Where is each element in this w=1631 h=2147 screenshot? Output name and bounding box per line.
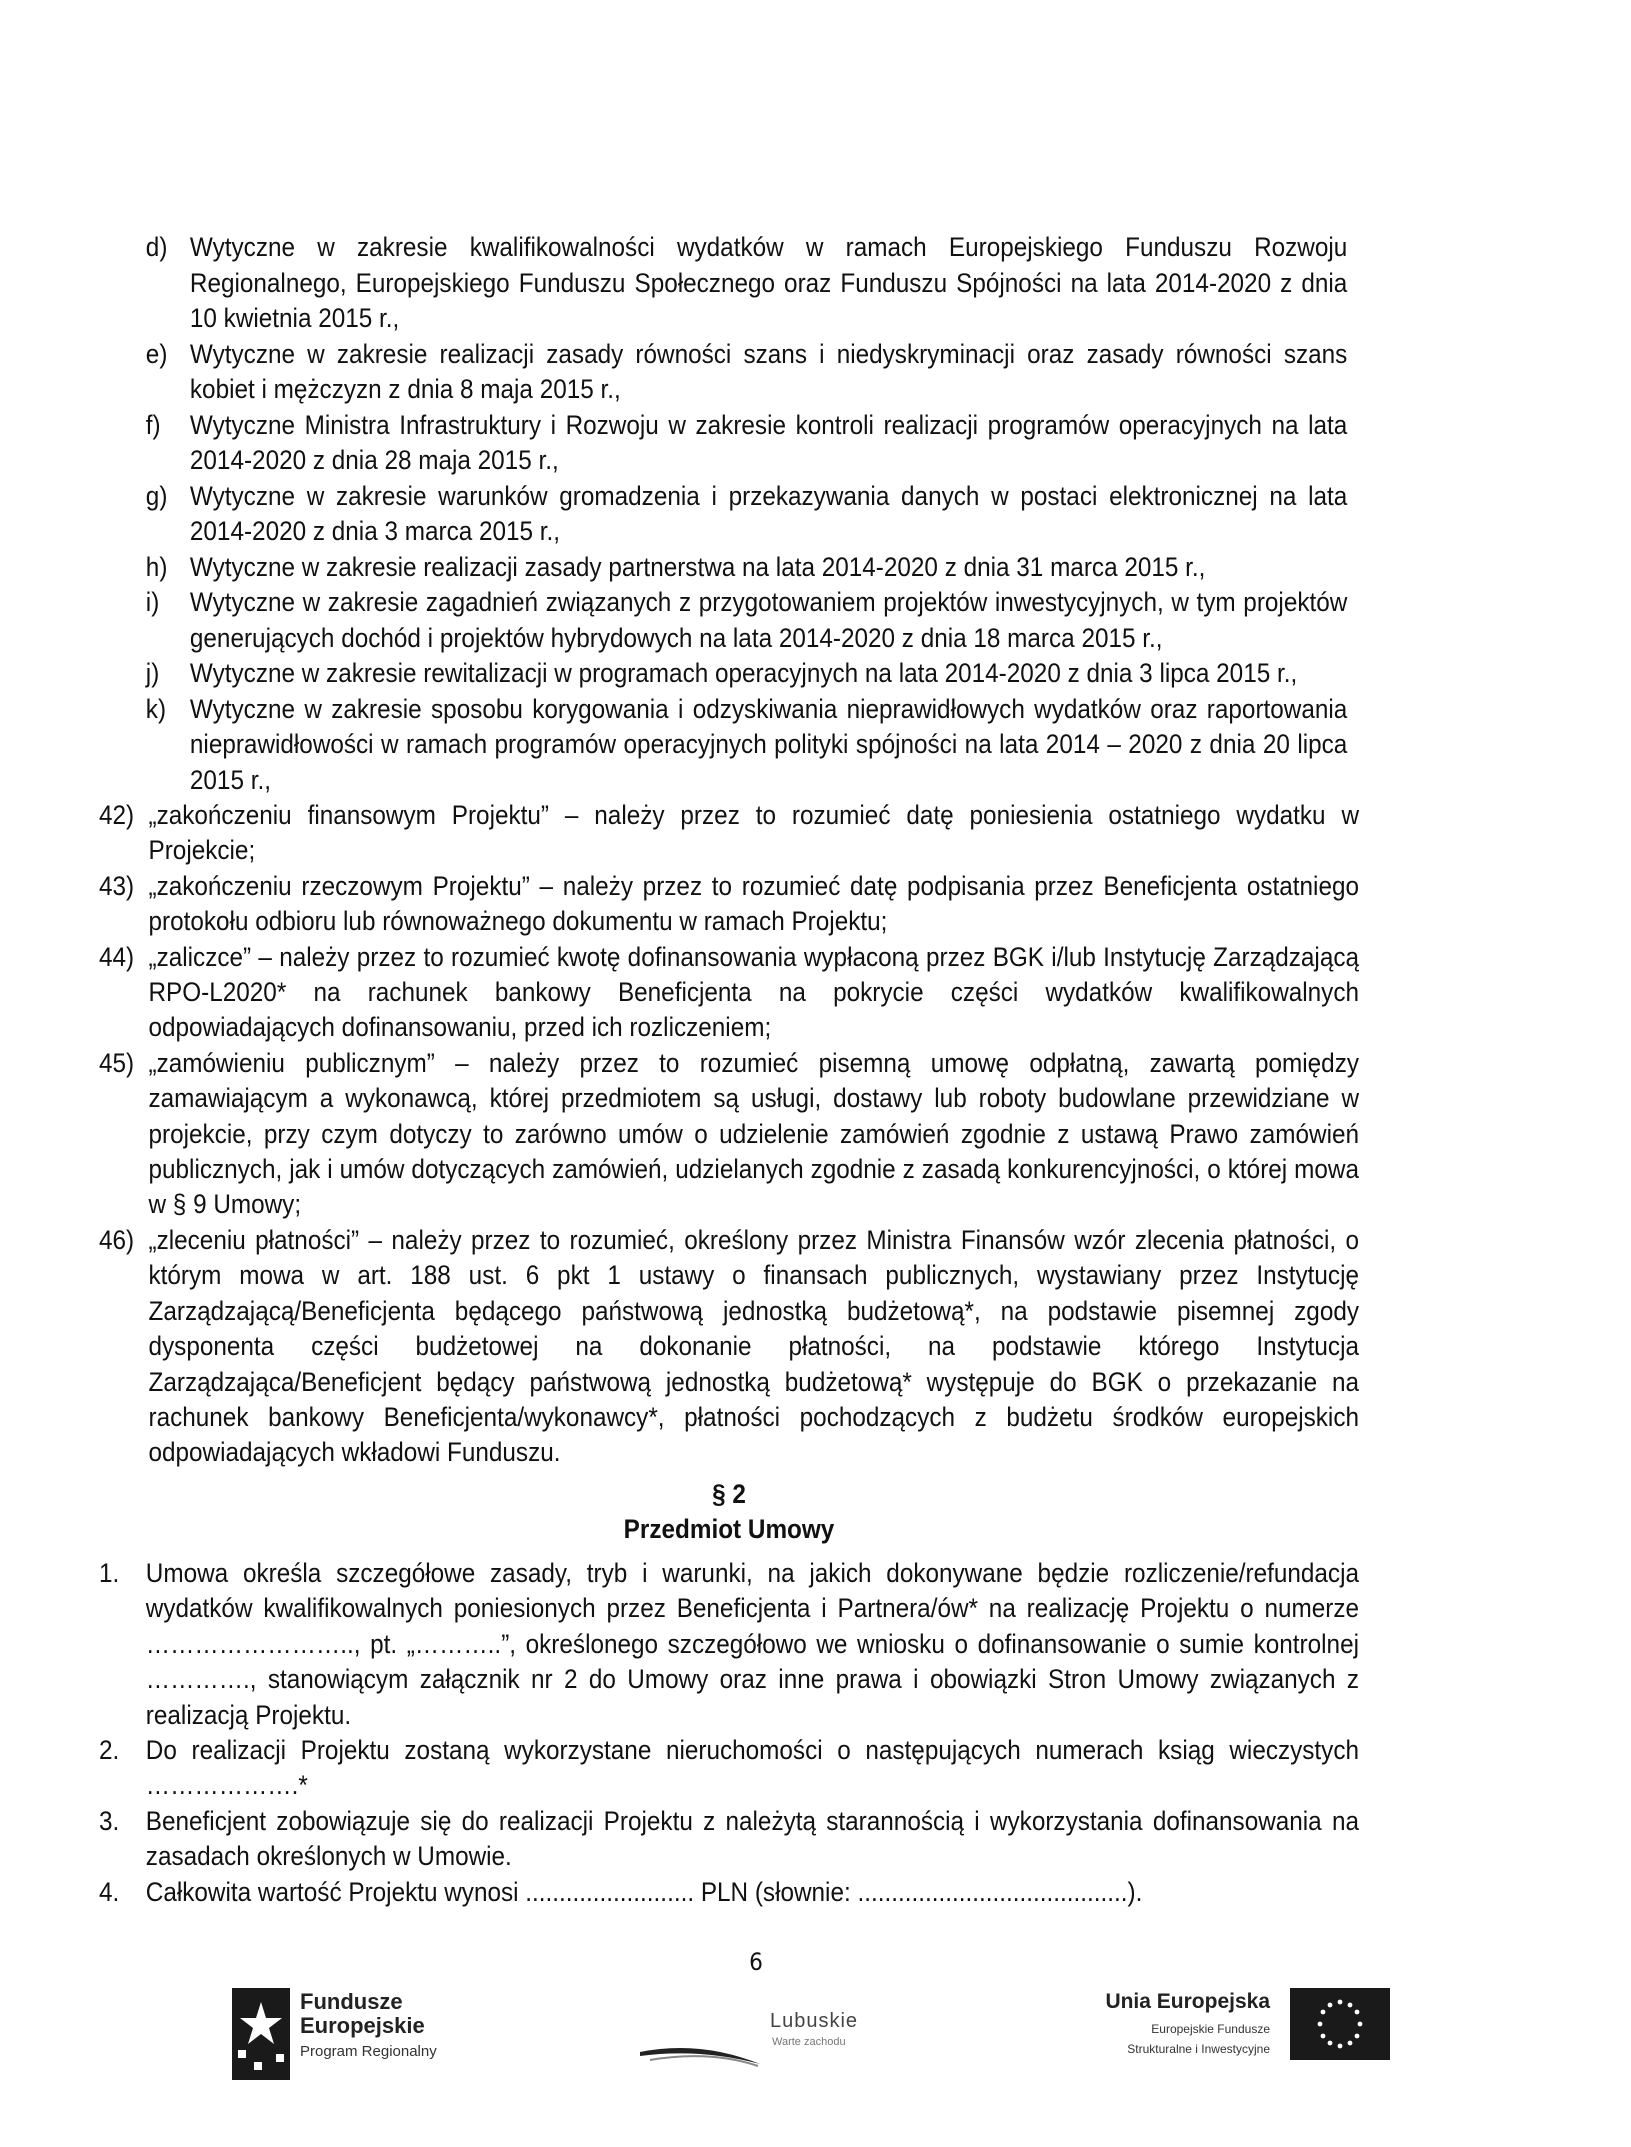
section-title: Przedmiot Umowy — [623, 1514, 835, 1544]
definition-item: 45) „zamówieniu publicznym” – należy przez to rozumieć pisemną umowę odpłatną, zawartą pomiędzy zamawiającym a wykonawcą, której przedmiotem są usługi, dostawy lub roboty budowlane przewidziane w projekcie, przy czym dotyczy to zarówno umów o udzielenie zamówień zgodnie z ustawą Prawo zamówień publicznych, jak i umów dotyczących zamówień, udzielanych zgodnie z zasadą konkurencyjności, o której mowa w § 9 Umowy; — [99, 1047, 1359, 1220]
section-heading — [99, 1477, 1359, 1547]
paragraph: 2. Do realizacji Projektu zostaną wykorzystane nieruchomości o następujących numerach ksiąg wieczystych ……………….* — [99, 1735, 1359, 1801]
logo-fundusze-europejskie: Fundusze Europejskie Program Regionalny — [232, 1988, 482, 2080]
list-item: k) Wytyczne w zakresie sposobu korygowania i odzyskiwania nieprawidłowych wydatków oraz raportowania nieprawidłowości w ramach programów operacyjnych polityki spójności na lata 2014 – 2020 z dnia 20 lipca 2015 r., — [145, 693, 1348, 795]
paragraph: 4. Całkowita wartość Projektu wynosi ......................... PLN (słownie: ........................................). — [99, 1876, 1143, 1907]
definition-item: 43) „zakończeniu rzeczowym Projektu” – należy przez to rozumieć datę podpisania przez Beneficjenta ostatniego protokołu odbioru lub równoważnego dokumentu w ramach Projektu; — [99, 870, 1359, 937]
definition-item: 46) „zleceniu płatności” – należy przez to rozumieć, określony przez Ministra Finansów wzór zlecenia płatności, o którym mowa w art. 188 ust. 6 pkt 1 ustawy o finansach publicznych, wystawiany przez Instytucję Zarządzającą/Beneficjenta będącego państwową jednostką budżetową*, na podstawie pisemnej zgody dysponenta części budżetowej na dokonanie płatności, na podstawie którego Instytucja Zarządzająca/Beneficjent będący państwową jednostką budżetową* występuje do BGK o przekazanie na rachunek bankowy Beneficjenta/wykonawcy*, płatności pochodzących z budżetu środków europejskich odpowiadających wkładowi Funduszu. — [99, 1224, 1359, 1468]
definition-item: 44) „zaliczce” – należy przez to rozumieć kwotę dofinansowania wypłaconą przez BGK i/lub Instytucję Zarządzającą RPO-L2020* na rachunek bankowy Beneficjenta na pokrycie części wydatków kwalifikowalnych odpowiadających dofinansowaniu, przed ich rozliczeniem; — [99, 941, 1359, 1043]
logo-lubuskie: Lubuskie Warte zachodu — [640, 2010, 890, 2070]
list-item: h) Wytyczne w zakresie realizacji zasady partnerstwa na lata 2014-2020 z dnia 31 marca 2015 r., — [145, 551, 1206, 582]
list-item: j) Wytyczne w zakresie rewitalizacji w programach operacyjnych na lata 2014-2020 z dnia 3 lipca 2015 r., — [145, 658, 1298, 688]
paragraph: 1. Umowa określa szczegółowe zasady, tryb i warunki, na jakich dokonywane będzie rozliczenie/refundacja wydatków kwalifikowalnych poniesionych przez Beneficjenta i Partnera/ów* na realizację Projektu o numerze …………………….., pt. „………..”, określonego szczegółowo we wniosku o dofinansowanie o sumie kontrolnej …………., stanowiącym załącznik nr 2 do Umowy oraz inne prawa i obowiązki Stron Umowy związanych z realizacją Projektu. — [99, 1558, 1359, 1730]
page-number: 6 — [749, 1948, 763, 1976]
section-number: § 2 — [712, 1479, 746, 1509]
list-item: g) Wytyczne w zakresie warunków gromadzenia i przekazywania danych w postaci elektronicznej na lata 2014-2020 z dnia 3 marca 2015 r., — [145, 480, 1348, 546]
paragraphs-list — [99, 1556, 1359, 1910]
list-item: i) Wytyczne w zakresie zagadnień związanych z przygotowaniem projektów inwestycyjnych, w tym projektów generujących dochód i projektów hybrydowych na lata 2014-2020 z dnia 18 marca 2015 r., — [145, 587, 1348, 653]
logo-unia-europejska: Unia Europejska Europejskie Fundusze Strukturalne i Inwestycyjne — [1030, 1988, 1390, 2080]
definition-item: 42) „zakończeniu finansowym Projektu” – należy przez to rozumieć datę poniesienia ostatniego wydatku w Projekcie; — [99, 800, 1359, 866]
guidelines-list — [146, 230, 1347, 798]
list-item: f) Wytyczne Ministra Infrastruktury i Rozwoju w zakresie kontroli realizacji programów operacyjnych na lata 2014-2020 z dnia 28 maja 2015 r., — [145, 409, 1348, 475]
paragraph: 3. Beneficjent zobowiązuje się do realizacji Projektu z należytą starannością i wykorzystania dofinansowania na zasadach określonych w Umowie. — [99, 1805, 1359, 1872]
list-item: e) Wytyczne w zakresie realizacji zasady równości szans i niedyskryminacji oraz zasady równości szans kobiet i mężczyzn z dnia 8 maja 2015 r., — [145, 338, 1348, 404]
definitions-list — [99, 798, 1359, 1471]
list-item: d) Wytyczne w zakresie kwalifikowalności wydatków w ramach Europejskiego Funduszu Rozwoju Regionalnego, Europejskiego Funduszu Społecznego oraz Funduszu Spójności na lata 2014-2020 z dnia 10 kwietnia 2015 r., — [145, 232, 1348, 333]
